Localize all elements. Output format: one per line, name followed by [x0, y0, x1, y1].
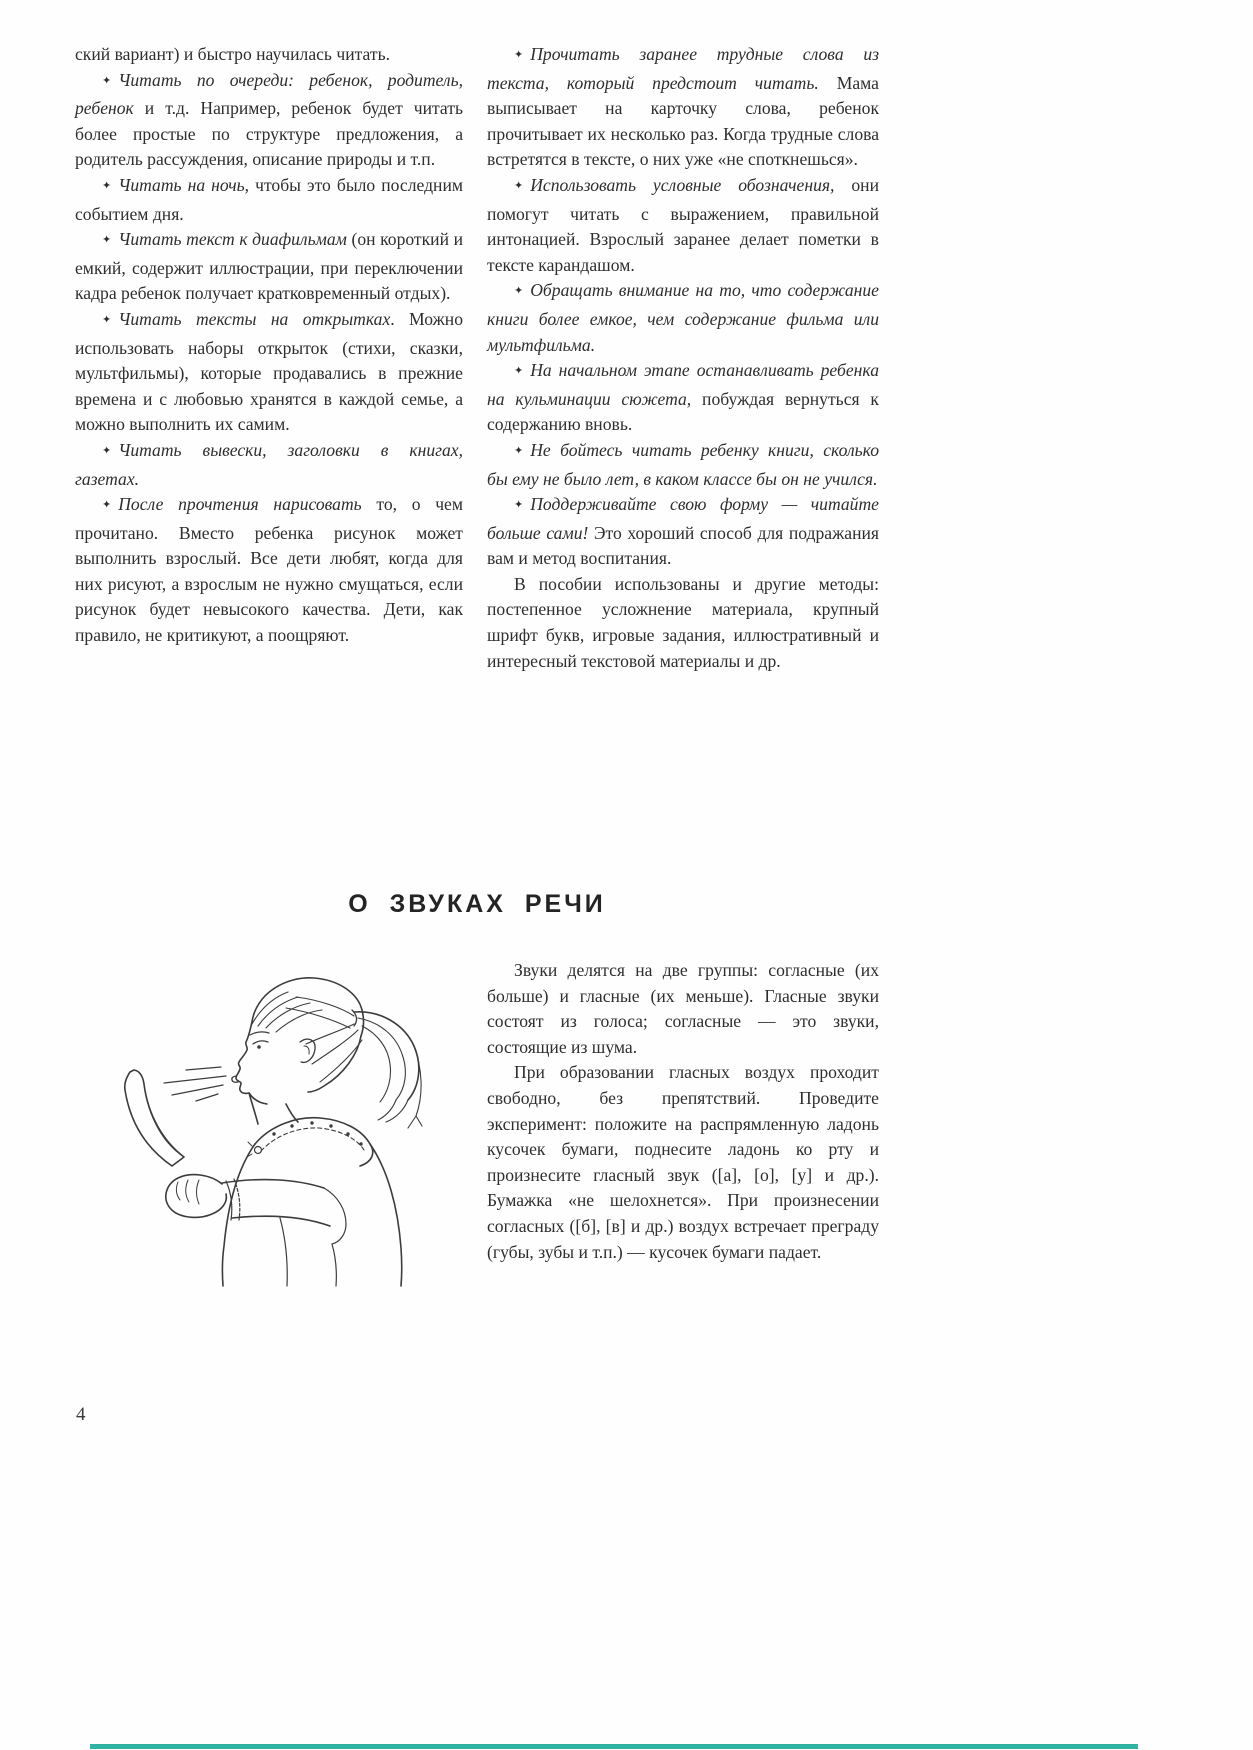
- page-edge-strip: [90, 1744, 1138, 1749]
- diamond-bullet-icon: ✦: [102, 234, 112, 247]
- diamond-bullet-icon: ✦: [514, 444, 524, 457]
- breath-lines: [164, 1067, 226, 1101]
- diamond-bullet-icon: ✦: [102, 499, 112, 512]
- list-item: [75, 227, 463, 307]
- item-lead: Читать текст к диафильмам: [118, 229, 347, 250]
- item-lead: После прочтения нарисовать: [118, 494, 362, 515]
- list-item: [487, 173, 879, 278]
- diamond-bullet-icon: ✦: [102, 313, 112, 326]
- section-text: [487, 958, 879, 1265]
- right-column: [487, 42, 879, 674]
- section-paragraph: [487, 958, 879, 1060]
- item-text: они помогут читать с выражением, правильной интонацией. Взрослый заранее делает пометки в тексте карандашом.: [487, 174, 879, 275]
- item-lead: Поддерживайте свою форму — читайте больше сами!: [487, 494, 879, 543]
- collar: [255, 1118, 373, 1166]
- diamond-bullet-icon: ✦: [102, 179, 112, 192]
- list-item: [487, 438, 879, 492]
- item-lead: На начальном этапе останавливать ребенка на кульминации сюжета,: [487, 360, 879, 409]
- item-text: то, о чем прочитано. Вместо ребенка рисунок может выполнить взрослый. Все дети любят, когда для них рисуют, а взрослым не нужно смущаться, если рисунок будет невысокого качества. Дети, как правило, не критикуют, а поощряют.: [75, 494, 463, 646]
- list-item: [75, 492, 463, 649]
- diamond-bullet-icon: ✦: [102, 444, 112, 457]
- closing-paragraph: [487, 572, 879, 674]
- item-text: (он короткий и емкий, содержит иллюстрации, при переключении кадра ребенок получает кратковременный отдых).: [75, 229, 464, 304]
- list-item: [487, 358, 879, 438]
- item-lead: Читать вывески, заголовки в книгах, газетах.: [75, 439, 463, 489]
- diamond-bullet-icon: ✦: [102, 74, 112, 87]
- item-lead: Использовать условные обозначения,: [530, 174, 835, 195]
- list-item: [75, 307, 463, 438]
- item-text: , чтобы это было последним событием дня.: [75, 174, 463, 224]
- item-lead: Читать по очереди: ребенок, родитель, ребенок: [75, 69, 463, 119]
- item-text: и т.д. Например, ребенок будет читать более простые по структуре предложения, а родитель рассуждения, описание природы и т.п.: [75, 98, 463, 170]
- diamond-bullet-icon: ✦: [514, 365, 524, 378]
- diamond-bullet-icon: ✦: [514, 179, 524, 192]
- list-item: [75, 438, 463, 492]
- item-lead: Не бойтесь читать ребенку книги, сколько бы ему не было лет, в каком классе бы он не учился.: [487, 439, 879, 489]
- list-item: [487, 492, 879, 572]
- paragraph-text: При образовании гласных воздух проходит свободно, без препятствий. Проведите эксперимент: положите на распрямленную ладонь кусочек бумаги, поднесите ладонь ко рту и произнесите гласный звук ([а], [о], [у] и др.). Бумажка «не шелохнется». При произнесении согласных ([б], [в] и др.) воздух встречает преграду (губы, зубы и т.п.) — кусочек бумаги падает.: [487, 1062, 879, 1262]
- list-item: [75, 173, 463, 227]
- paragraph-text: В пособии использованы и другие методы: постепенное усложнение материала, крупный шрифт букв, игровые задания, иллюстративный и интересный текстовой материалы и др.: [487, 573, 879, 671]
- fist: [166, 1175, 227, 1218]
- item-text: . Можно использовать наборы открыток (стихи, сказки, мультфильмы), которые продавались в прежние времена и с любовью хранятся в каждой семье, а можно выполнить их самим.: [75, 308, 463, 435]
- item-text: побуждая вернуться к содержанию вновь.: [487, 388, 879, 435]
- list-item: [75, 68, 463, 173]
- item-text: Мама выписывает на карточку слова, ребенок прочитывает их несколько раз. Когда трудные слова встретятся в тексте, о них уже «не споткнешься».: [487, 72, 879, 170]
- item-lead: Прочитать заранее трудные слова из текста, который предстоит читать.: [487, 44, 879, 93]
- page-number: 4: [76, 1404, 86, 1425]
- paper-strip: [125, 1070, 184, 1166]
- left-column: [75, 42, 463, 649]
- diamond-bullet-icon: ✦: [514, 49, 524, 61]
- item-lead: Читать на ночь: [118, 174, 245, 195]
- item-lead: Читать тексты на открытках: [118, 308, 391, 329]
- paragraph-text: ский вариант) и быстро научилась читать.: [75, 44, 390, 64]
- list-item: [487, 278, 879, 358]
- section-paragraph: [487, 1060, 879, 1265]
- paragraph-continuation: [75, 42, 463, 68]
- girl-blowing-paper-illustration: [100, 952, 450, 1287]
- diamond-bullet-icon: ✦: [514, 285, 524, 298]
- diamond-bullet-icon: ✦: [514, 499, 524, 512]
- item-text: Это хороший способ для подражания вам и метод воспитания.: [487, 522, 879, 569]
- item-lead: Обращать внимание на то, что содержание книги более емкое, чем содержание фильма или мультфильма.: [487, 280, 879, 355]
- section-heading: О ЗВУКАХ РЕЧИ: [348, 890, 606, 918]
- paragraph-text: Звуки делятся на две группы: согласные (их больше) и гласные (их меньше). Гласные звуки состоят из голоса; согласные — это звуки, состоящие из шума.: [487, 960, 879, 1057]
- list-item: [487, 42, 879, 173]
